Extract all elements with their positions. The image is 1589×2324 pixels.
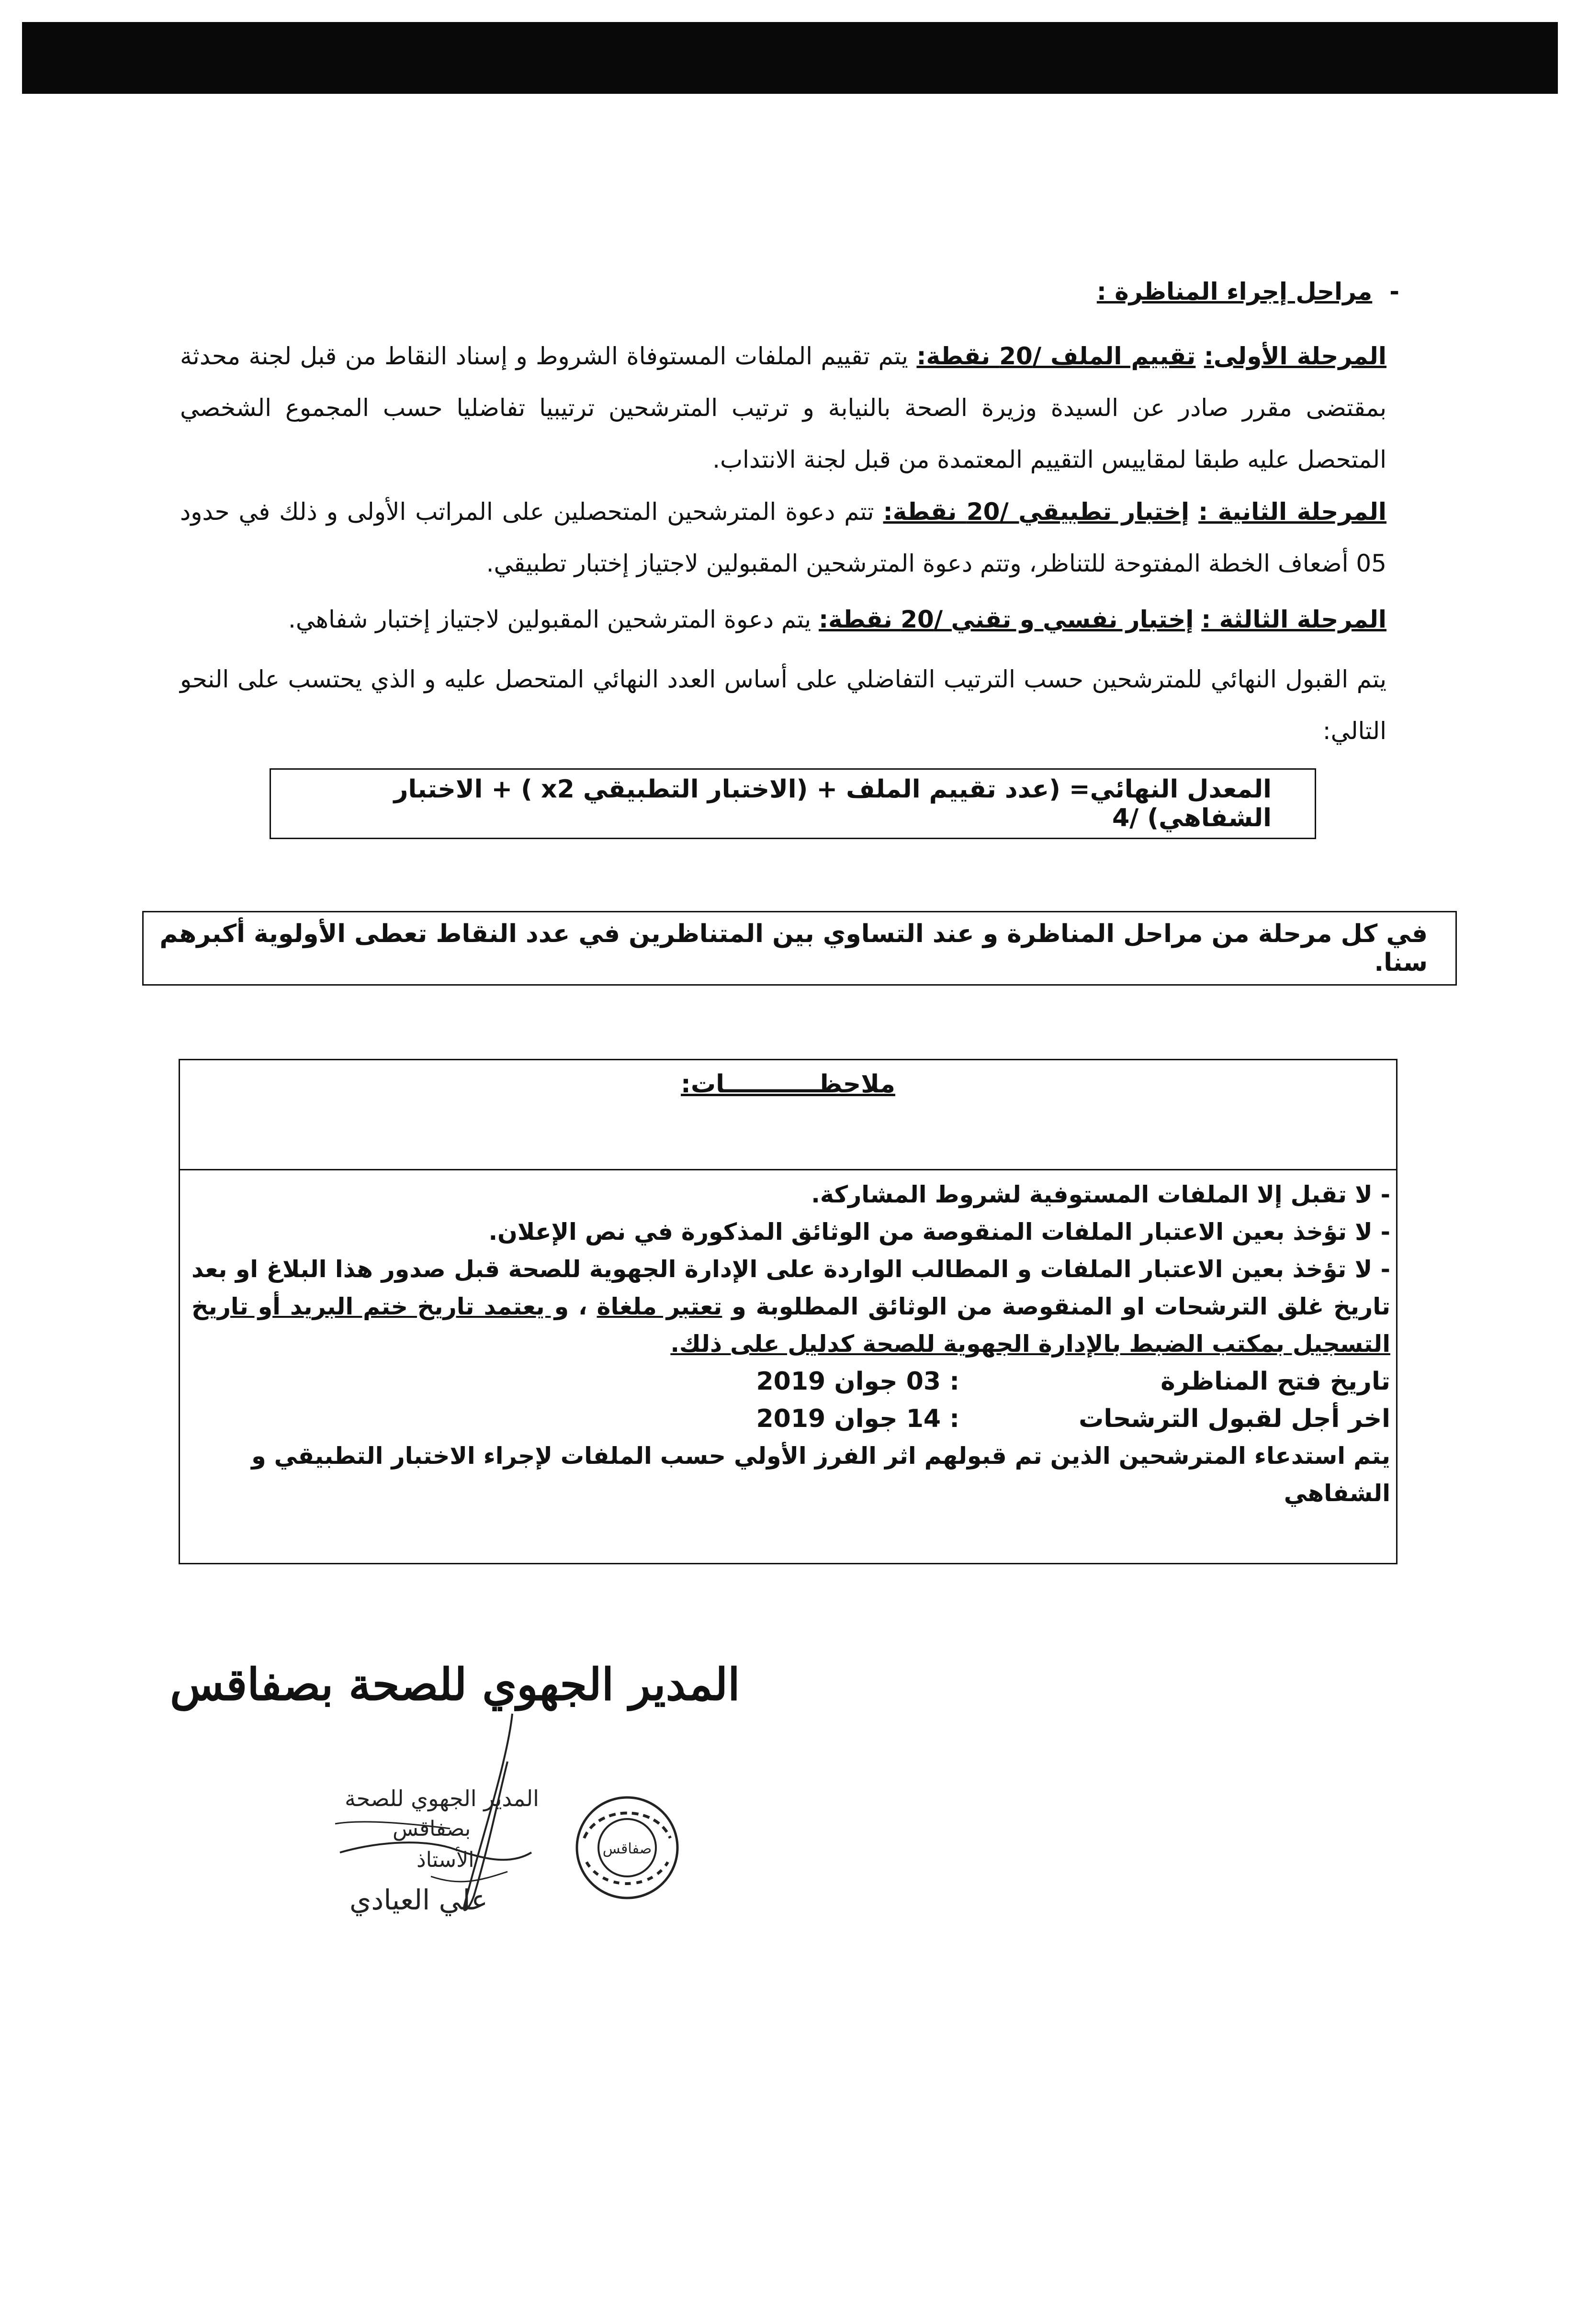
stamp-line-2: بصفاقس: [393, 1817, 471, 1841]
final-acceptance-paragraph: يتم القبول النهائي للمترشحين حسب الترتيب التفاضلي على أساس العدد النهائي المتحصل عليه و الذي يحتسب على النحو التالي:: [180, 665, 1386, 745]
top-black-band: [22, 22, 1558, 94]
note-item-3-sep: ،: [569, 1293, 597, 1320]
stage1-text: يتم تقييم الملفات المستوفاة الشروط و إسناد النقاط من قبل لجنة محدثة بمقتضى مقرر صادر عن السيدة وزيرة الصحة بالنيابة و ترتيب المترشحين ترتيبيا تفاضليا حسب المجموع الشخصي المتحصل عليه طبقا لمقاييس التقييم المعتمدة من قبل لجنة الانتداب.: [180, 342, 1386, 473]
date-value: : 03 جوان 2019: [756, 1367, 959, 1396]
notes-body: [180, 1170, 1396, 1512]
stage3-paragraph: [180, 594, 1386, 645]
seal-city: صفاقس: [602, 1841, 652, 1857]
stamp-line-3: الأستاذ: [417, 1848, 474, 1872]
section-heading: [1097, 278, 1399, 305]
note-item-3-part-a: - لا تؤخذ بعين الاعتبار الملفات و المطالب الواردة على الإدارة الجهوية للصحة قبل صدور هذا البلاغ او بعد تاريخ غلق الترشحات او المنقوصة من الوثائق المطلوبة و: [192, 1256, 1390, 1320]
signature-area: [306, 1704, 737, 1943]
stage1-label: المرحلة الأولى:: [1204, 342, 1386, 370]
stage3-label: المرحلة الثالثة :: [1201, 606, 1386, 633]
note-item-3-cancelled: تعتبر ملغاة: [597, 1293, 722, 1320]
note-item: - لا تقبل إلا الملفات المستوفية لشروط المشاركة.: [811, 1181, 1390, 1208]
stage2-label: المرحلة الثانية :: [1198, 498, 1386, 526]
stamp-line-1: المدير الجهوي للصحة: [345, 1785, 539, 1811]
note-item-3-postmark: و يعتمد تاريخ ختم البريد أو تاريخ التسجيل بمكتب الضبط بالإدارة الجهوية للصحة كدليل على ذلك.: [192, 1293, 1390, 1358]
director-title: المدير الجهوي للصحة بصفاقس: [170, 1659, 740, 1710]
notes-final-line: يتم استدعاء المترشحين الذين تم قبولهم اثر الفرز الأولي حسب الملفات لإجراء الاختبار التطبيقي و الشفاهي: [251, 1442, 1390, 1507]
heading-title: مراحل إجراء المناظرة :: [1096, 278, 1373, 305]
stamp-line-4: علي العيادي: [349, 1884, 488, 1916]
stage2-text: تتم دعوة المترشحين المتحصلين على المراتب الأولى و ذلك في حدود 05 أضعاف الخطة المفتوحة للتناظر، وتتم دعوة المترشحين المقبولين لاجتياز إختبار تطبيقي.: [180, 498, 1386, 577]
heading-dash: -: [1389, 278, 1399, 305]
priority-note-box: [142, 911, 1457, 986]
formula-text: المعدل النهائي= (عدد تقييم الملف + (الاختبار التطبيقي x2 ) + الاختبار الشفاهي) /4: [394, 775, 1272, 832]
stage1-title: تقييم الملف /20 نقطة:: [916, 342, 1196, 370]
date-label: اخر أجل لقبول الترشحات: [1079, 1404, 1390, 1433]
stage3-title: إختبار نفسي و تقني /20 نقطة:: [819, 606, 1194, 633]
stage2-title: إختبار تطبيقي /20 نقطة:: [883, 498, 1190, 526]
stage1-paragraph: [180, 330, 1386, 485]
priority-note-text: في كل مرحلة من مراحل المناظرة و عند التساوي بين المتناظرين في عدد النقاط تعطى الأولوية أكبرهم سنا.: [159, 920, 1428, 977]
stage2-paragraph: [180, 486, 1386, 589]
date-value: : 14 جوان 2019: [756, 1404, 959, 1433]
note-item-3: [192, 1251, 1390, 1363]
formula-box: [270, 768, 1316, 839]
notes-header: [180, 1060, 1396, 1170]
note-item: - لا تؤخذ بعين الاعتبار الملفات المنقوصة من الوثائق المذكورة في نص الإعلان.: [488, 1218, 1390, 1246]
date-label: تاريخ فتح المناظرة: [1161, 1367, 1390, 1396]
notes-box: [179, 1059, 1397, 1564]
date-row-opening: [192, 1363, 1390, 1400]
notes-title: ملاحظـــــــــــات:: [681, 1070, 895, 1099]
official-seal: [565, 1785, 689, 1910]
date-row-deadline: [192, 1400, 1390, 1437]
stage3-text: يتم دعوة المترشحين المقبولين لاجتياز إختبار شفاهي.: [288, 606, 811, 633]
